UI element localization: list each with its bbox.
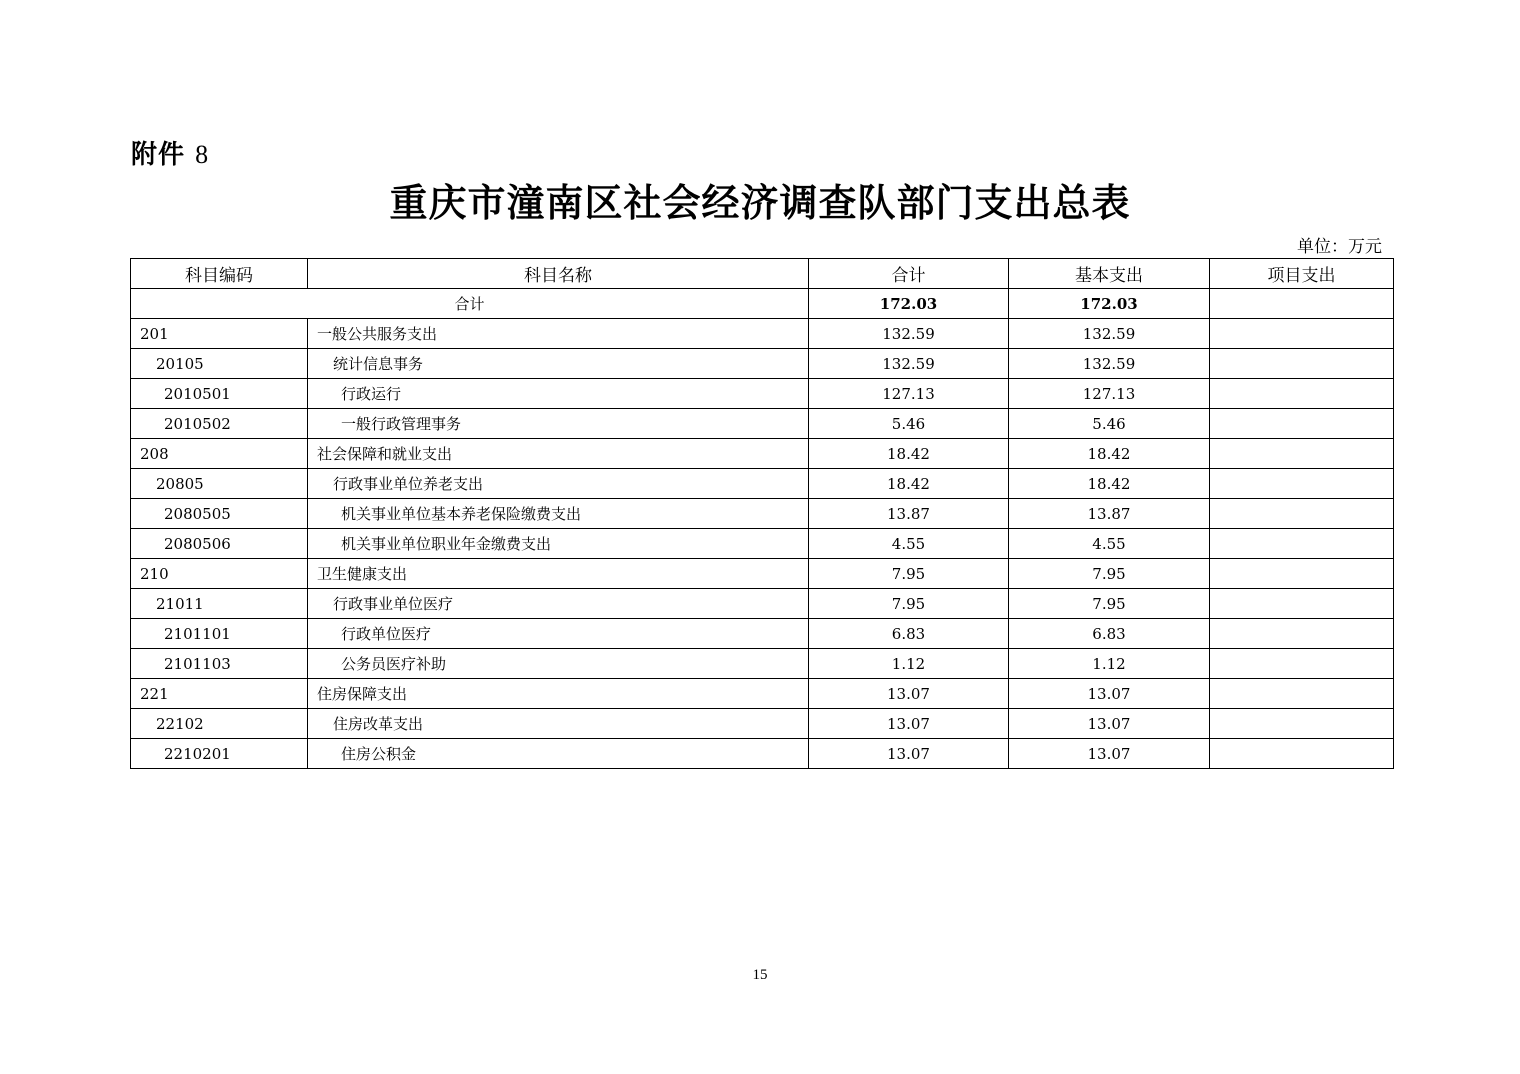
project-expenditure-cell <box>1210 739 1394 769</box>
basic-expenditure-cell: 4.55 <box>1009 529 1210 559</box>
project-expenditure-cell <box>1210 379 1394 409</box>
subject-code-cell: 2080506 <box>131 529 308 559</box>
project-expenditure-cell <box>1210 559 1394 589</box>
table-row <box>131 439 1394 469</box>
project-expenditure-cell <box>1210 619 1394 649</box>
subject-code-cell: 20105 <box>131 349 308 379</box>
total-cell: 18.42 <box>809 469 1009 499</box>
total-cell: 132.59 <box>809 349 1009 379</box>
subject-code-cell: 201 <box>131 319 308 349</box>
subject-name-cell: 卫生健康支出 <box>308 559 809 589</box>
total-row-total: 172.03 <box>809 289 1009 319</box>
total-cell: 6.83 <box>809 619 1009 649</box>
header-subject-name: 科目名称 <box>308 259 809 289</box>
table-row <box>131 529 1394 559</box>
subject-code-cell: 20805 <box>131 469 308 499</box>
subject-name-cell: 一般行政管理事务 <box>308 409 809 439</box>
table-row <box>131 619 1394 649</box>
table-row <box>131 499 1394 529</box>
total-row-project <box>1210 289 1394 319</box>
subject-code-cell: 2080505 <box>131 499 308 529</box>
subject-code-cell: 2010502 <box>131 409 308 439</box>
total-cell: 13.07 <box>809 679 1009 709</box>
total-cell: 127.13 <box>809 379 1009 409</box>
header-basic-expenditure: 基本支出 <box>1009 259 1210 289</box>
table-row <box>131 379 1394 409</box>
subject-name-cell: 一般公共服务支出 <box>308 319 809 349</box>
project-expenditure-cell <box>1210 679 1394 709</box>
basic-expenditure-cell: 5.46 <box>1009 409 1210 439</box>
unit-label: 单位：万元 <box>1297 237 1382 257</box>
page-number: 15 <box>752 967 768 983</box>
header-total: 合计 <box>809 259 1009 289</box>
basic-expenditure-cell: 1.12 <box>1009 649 1210 679</box>
subject-name-cell: 社会保障和就业支出 <box>308 439 809 469</box>
basic-expenditure-cell: 127.13 <box>1009 379 1210 409</box>
project-expenditure-cell <box>1210 349 1394 379</box>
project-expenditure-cell <box>1210 319 1394 349</box>
total-cell: 1.12 <box>809 649 1009 679</box>
basic-expenditure-cell: 13.07 <box>1009 709 1210 739</box>
project-expenditure-cell <box>1210 649 1394 679</box>
subject-name-cell: 公务员医疗补助 <box>308 649 809 679</box>
subject-name-cell: 统计信息事务 <box>308 349 809 379</box>
total-cell: 13.07 <box>809 739 1009 769</box>
basic-expenditure-cell: 7.95 <box>1009 559 1210 589</box>
basic-expenditure-cell: 13.87 <box>1009 499 1210 529</box>
table-header-row <box>131 259 1394 289</box>
table-row <box>131 589 1394 619</box>
subject-name-cell: 行政运行 <box>308 379 809 409</box>
basic-expenditure-cell: 18.42 <box>1009 469 1210 499</box>
table-row <box>131 319 1394 349</box>
project-expenditure-cell <box>1210 439 1394 469</box>
table-row <box>131 679 1394 709</box>
total-cell: 4.55 <box>809 529 1009 559</box>
subject-code-cell: 208 <box>131 439 308 469</box>
project-expenditure-cell <box>1210 469 1394 499</box>
attachment-label-text: 附件 <box>131 140 186 170</box>
total-row-basic: 172.03 <box>1009 289 1210 319</box>
basic-expenditure-cell: 13.07 <box>1009 739 1210 769</box>
subject-code-cell: 2101101 <box>131 619 308 649</box>
basic-expenditure-cell: 6.83 <box>1009 619 1210 649</box>
total-cell: 13.87 <box>809 499 1009 529</box>
basic-expenditure-cell: 132.59 <box>1009 349 1210 379</box>
subject-code-cell: 2210201 <box>131 739 308 769</box>
project-expenditure-cell <box>1210 409 1394 439</box>
total-cell: 132.59 <box>809 319 1009 349</box>
subject-code-cell: 210 <box>131 559 308 589</box>
subject-name-cell: 机关事业单位职业年金缴费支出 <box>308 529 809 559</box>
total-cell: 7.95 <box>809 589 1009 619</box>
subject-name-cell: 行政事业单位养老支出 <box>308 469 809 499</box>
total-cell: 7.95 <box>809 559 1009 589</box>
subject-code-cell: 2101103 <box>131 649 308 679</box>
subject-name-cell: 住房公积金 <box>308 739 809 769</box>
subject-name-cell: 行政事业单位医疗 <box>308 589 809 619</box>
project-expenditure-cell <box>1210 709 1394 739</box>
table-row <box>131 349 1394 379</box>
basic-expenditure-cell: 132.59 <box>1009 319 1210 349</box>
subject-code-cell: 22102 <box>131 709 308 739</box>
subject-name-cell: 机关事业单位基本养老保险缴费支出 <box>308 499 809 529</box>
basic-expenditure-cell: 18.42 <box>1009 439 1210 469</box>
table-row <box>131 409 1394 439</box>
project-expenditure-cell <box>1210 589 1394 619</box>
table-row <box>131 469 1394 499</box>
total-cell: 13.07 <box>809 709 1009 739</box>
project-expenditure-cell <box>1210 499 1394 529</box>
table-row <box>131 739 1394 769</box>
header-project-expenditure: 项目支出 <box>1210 259 1394 289</box>
subject-name-cell: 住房保障支出 <box>308 679 809 709</box>
table-row <box>131 649 1394 679</box>
basic-expenditure-cell: 7.95 <box>1009 589 1210 619</box>
expenditure-table <box>130 258 1394 769</box>
total-cell: 18.42 <box>809 439 1009 469</box>
header-subject-code: 科目编码 <box>131 259 308 289</box>
project-expenditure-cell <box>1210 529 1394 559</box>
subject-name-cell: 行政单位医疗 <box>308 619 809 649</box>
subject-code-cell: 221 <box>131 679 308 709</box>
table-row <box>131 559 1394 589</box>
total-row-label: 合计 <box>131 289 809 319</box>
total-cell: 5.46 <box>809 409 1009 439</box>
document-title: 重庆市潼南区社会经济调查队部门支出总表 <box>389 180 1131 225</box>
total-row <box>131 289 1394 319</box>
table-row <box>131 709 1394 739</box>
subject-code-cell: 2010501 <box>131 379 308 409</box>
subject-name-cell: 住房改革支出 <box>308 709 809 739</box>
attachment-number: 8 <box>195 140 210 169</box>
table-body <box>131 289 1394 769</box>
subject-code-cell: 21011 <box>131 589 308 619</box>
attachment-label <box>131 134 209 171</box>
basic-expenditure-cell: 13.07 <box>1009 679 1210 709</box>
